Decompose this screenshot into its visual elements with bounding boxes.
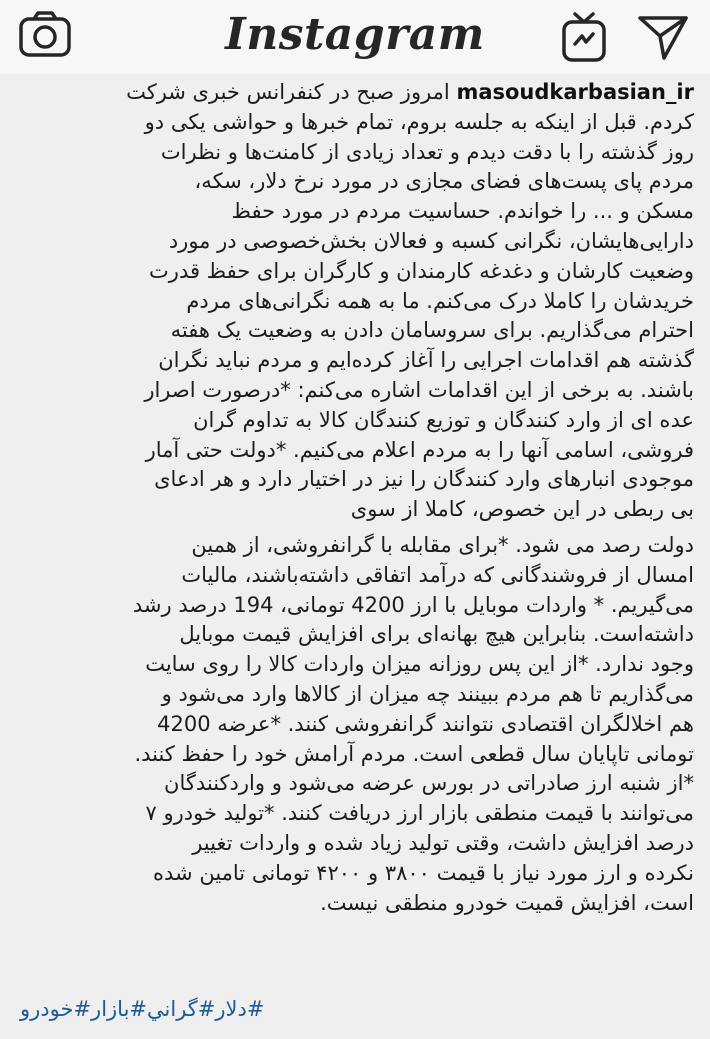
caption-line: نکرده و ارز مورد نیاز با قیمت ۳۸۰۰ و ۴۲۰۰ تومانی تامین شده — [153, 860, 694, 885]
caption-line: مردم پای پست‌های فضای مجازی در مورد نرخ دلار، سکه، — [194, 169, 694, 194]
username-link[interactable]: masoudkarbasian_ir — [456, 80, 694, 104]
caption-line: وضعیت کارشان و دغدغه کارمندان و کارگران برای حفظ قدرت — [149, 258, 694, 283]
caption-line: احترام می‌گذاریم. برای سروسامان دادن به وضعیت یک هفته — [170, 318, 694, 343]
caption-text: امروز صبح در کنفرانس خبری شرکت — [126, 80, 450, 104]
direct-send-icon — [634, 8, 692, 66]
caption-line: وجود ندارد. *از این پس روزانه میزان واردات کالا را روی سایت — [145, 652, 694, 677]
caption-line: هم اخلالگران اقتصادی نتوانند گرانفروشی کنند. *عرضه 4200 — [157, 711, 694, 736]
caption-line: مسکن و ... را خواندم. حساسیت مردم در مورد حفظ — [231, 199, 694, 224]
hashtags-link[interactable]: #دلار#گراني#بازار#خودرو — [20, 997, 265, 1021]
caption-line: باشند. به برخی از این اقدامات اشاره می‌کنم: *درصورت اصرار — [144, 377, 694, 402]
caption-line: روز گذشته را با دقت دیدم و تعداد زیادی از کامنت‌ها و نظرات — [160, 139, 694, 164]
caption-line: گذشته هم اقدامات اجرایی را آغاز کرده‌ایم و مردم نباید نگران — [158, 348, 694, 373]
caption-line: دولت رصد می شود. *برای مقابله با گرانفروشی، از همین — [191, 532, 694, 557]
igtv-button[interactable] — [555, 8, 613, 66]
caption-line: می‌توانند با قیمت منطقی بازار ارز دریافت کنند. *تولید خودرو ۷ — [145, 801, 694, 826]
caption-line: داشته‌است. بنابراین هیچ بهانه‌ای برای افزایش قیمت موبایل — [179, 622, 694, 647]
caption-line: عده ای از وارد کنندگان و توزیع کنندگان کالا به تداوم گران — [193, 407, 694, 432]
igtv-icon — [555, 8, 613, 66]
caption-line: خریدشان را کاملا درک می‌کنم. ما به همه نگرانی‌های مردم — [186, 288, 694, 313]
camera-icon — [16, 8, 74, 66]
caption-first-line — [18, 78, 694, 108]
caption-line: امسال از فروشندگانی که درآمد اتفاقی داشته‌باشند، مالیات — [181, 562, 694, 587]
caption-line: می‌گذاریم تا هم مردم ببینند چه میزان از کالاها وارد می‌شود و — [161, 681, 694, 706]
post-caption — [18, 78, 694, 918]
caption-line: *از شنبه ارز صادراتی در بورس عرضه می‌شود و واردکنندگان — [164, 771, 694, 796]
caption-line: موجودی انبارهای وارد کنندگان را نیز در اختیار دارد و هر ادعای — [154, 467, 694, 492]
instagram-logo: Instagram — [225, 9, 485, 60]
top-bar — [0, 0, 710, 75]
caption-line: بی ربطی در این خصوص، کاملا از سوی — [350, 497, 694, 522]
caption-line: تومانی تاپایان سال قطعی است. مردم آرامش خود را حفظ کنند. — [134, 741, 694, 766]
caption-line: کردم. قبل از اینکه به جلسه بروم، تمام خبرها و حواشی یکی دو — [144, 109, 694, 134]
caption-line: درصد افزایش داشت، وقتی تولید زیاد شده و واردات تغییر — [192, 830, 694, 855]
direct-message-button[interactable] — [634, 8, 692, 66]
caption-line: فروشی، اسامی آنها را به مردم اعلام می‌کنیم. *دولت حتی آمار — [145, 437, 694, 462]
caption-line: دارایی‌هایشان، نگرانی کسبه و فعالان بخش‌خصوصی در مورد — [168, 228, 694, 253]
caption-line: است، افزایش قمیت خودرو منطقی نیست. — [320, 890, 694, 915]
camera-button[interactable] — [16, 8, 74, 66]
post-caption-area — [0, 74, 710, 1039]
caption-line: می‌گیریم. * واردات موبایل با ارز 4200 تومانی، 194 درصد رشد — [132, 592, 694, 617]
